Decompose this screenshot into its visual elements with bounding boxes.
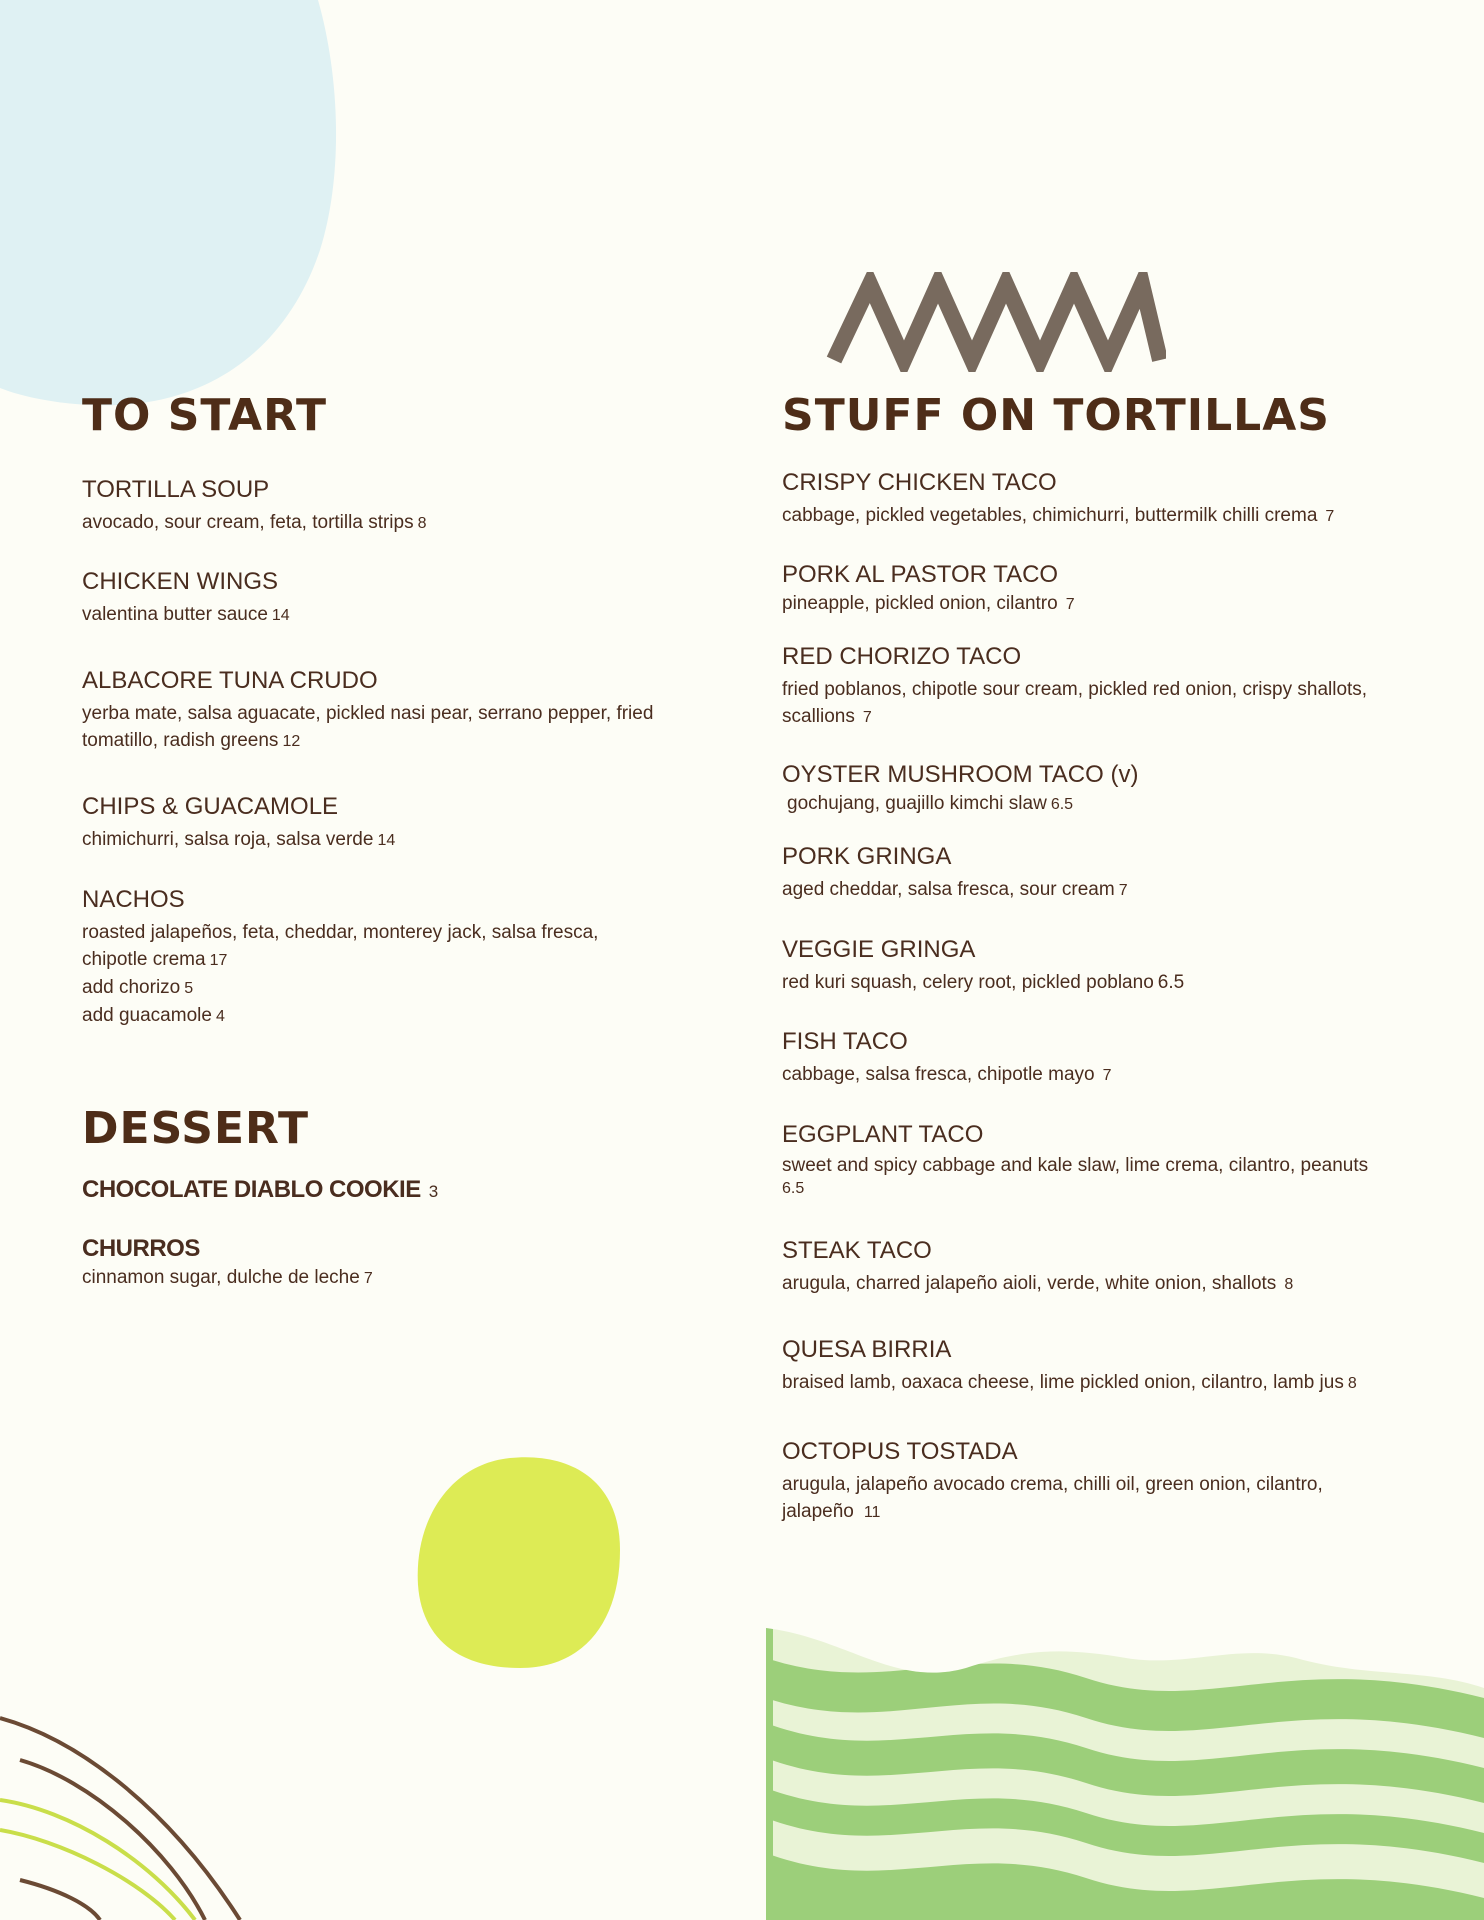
menu-item-eggplant-taco xyxy=(782,1120,1472,1200)
item-name: ALBACORE TUNA CRUDO xyxy=(82,667,378,694)
item-price: 3 xyxy=(428,1182,438,1201)
item-name: VEGGIE GRINGA xyxy=(782,936,976,963)
item-price: 7 xyxy=(1102,1067,1112,1084)
item-description: arugula, jalapeño avocado crema, chilli oil, green onion, cilantro, jalapeño 11 xyxy=(782,1474,1323,1522)
item-name: CHOCOLATE DIABLO COOKIE 3 xyxy=(82,1176,438,1203)
item-price: 7 xyxy=(363,1270,373,1287)
item-description: braised lamb, oaxaca cheese, lime pickled onion, cilantro, lamb jus 8 xyxy=(782,1372,1357,1393)
item-name: QUESA BIRRIA xyxy=(782,1336,952,1363)
item-description: avocado, sour cream, feta, tortilla strips 8 xyxy=(82,512,427,533)
item-name: EGGPLANT TACO xyxy=(782,1121,984,1148)
item-name: CHURROS xyxy=(82,1235,200,1262)
to-start-title: TO START xyxy=(82,390,327,441)
green-wave-decoration xyxy=(766,1628,1484,1920)
item-description: cabbage, salsa fresca, chipotle mayo 7 xyxy=(782,1064,1112,1085)
tortillas-title: STUFF ON TORTILLAS xyxy=(782,390,1330,441)
item-price: 7 xyxy=(1065,596,1075,613)
menu-item-red-chorizo-taco xyxy=(782,642,1472,731)
item-description: cinnamon sugar, dulche de leche 7 xyxy=(82,1267,373,1288)
item-name: TORTILLA SOUP xyxy=(82,476,270,503)
menu-item-chicken-wings xyxy=(82,567,702,629)
menu-item-churros xyxy=(82,1234,702,1292)
menu-item-steak-taco xyxy=(782,1236,1462,1298)
lime-blob-decoration xyxy=(410,1450,630,1680)
addon-guacamole: add guacamole 4 xyxy=(82,1005,225,1026)
item-description: valentina butter sauce 14 xyxy=(82,604,290,625)
blue-blob-decoration xyxy=(0,0,340,410)
item-price: 14 xyxy=(271,607,290,624)
swirl-lines-decoration xyxy=(0,1700,260,1920)
item-description: fried poblanos, chipotle sour cream, pickled red onion, crispy shallots, scallions 7 xyxy=(782,679,1368,727)
item-price: 17 xyxy=(209,952,228,969)
item-price: 6.5 xyxy=(1050,796,1074,813)
menu-item-crispy-chicken-taco xyxy=(782,468,1462,530)
menu-item-albacore-tuna-crudo xyxy=(82,666,742,755)
item-name: FISH TACO xyxy=(782,1028,908,1055)
menu-item-oyster-mushroom-taco xyxy=(782,760,1462,818)
dessert-title: DESSERT xyxy=(82,1103,309,1154)
item-name: OYSTER MUSHROOM TACO (v) xyxy=(782,761,1139,788)
item-description: roasted jalapeños, feta, cheddar, monterey jack, salsa fresca, chipotle crema 17 add chorizo 5 add guacamole 4 xyxy=(82,919,742,1030)
item-price: 8 xyxy=(417,515,427,532)
item-price: 6.5 xyxy=(1157,972,1185,993)
menu-item-chocolate-diablo-cookie xyxy=(82,1175,702,1207)
item-description: pineapple, pickled onion, cilantro 7 xyxy=(782,593,1075,614)
menu-item-octopus-tostada xyxy=(782,1437,1472,1526)
menu-item-quesa-birria xyxy=(782,1335,1462,1397)
menu-item-veggie-gringa xyxy=(782,935,1462,996)
item-description: aged cheddar, salsa fresca, sour cream 7 xyxy=(782,879,1128,900)
item-price: 8 xyxy=(1347,1375,1357,1392)
item-price: 7 xyxy=(1118,882,1128,899)
item-description: cabbage, pickled vegetables, chimichurri, buttermilk chilli crema 7 xyxy=(782,505,1335,526)
item-price: 8 xyxy=(1284,1276,1294,1293)
item-name: NACHOS xyxy=(82,886,185,913)
item-price: 7 xyxy=(862,709,872,726)
menu-item-nachos xyxy=(82,885,742,1030)
menu-item-tortilla-soup xyxy=(82,475,702,537)
item-name: CHICKEN WINGS xyxy=(82,568,279,595)
menu-item-pork-al-pastor-taco xyxy=(782,560,1462,618)
item-description: gochujang, guajillo kimchi slaw 6.5 xyxy=(787,793,1074,814)
item-description: yerba mate, salsa aguacate, pickled nasi pear, serrano pepper, fried tomatillo, radish greens 12 xyxy=(82,703,654,751)
item-name: STEAK TACO xyxy=(782,1237,932,1264)
item-price: 6.5 xyxy=(782,1180,805,1197)
item-name: PORK AL PASTOR TACO xyxy=(782,561,1059,588)
item-description: red kuri squash, celery root, pickled poblano 6.5 xyxy=(782,972,1185,993)
item-price: 11 xyxy=(863,1504,881,1521)
item-description: chimichurri, salsa roja, salsa verde 14 xyxy=(82,829,396,850)
menu-item-fish-taco xyxy=(782,1027,1462,1089)
item-name: CHIPS & GUACAMOLE xyxy=(82,793,339,820)
item-name: RED CHORIZO TACO xyxy=(782,643,1022,670)
item-price: 7 xyxy=(1325,508,1335,525)
item-name: OCTOPUS TOSTADA xyxy=(782,1438,1018,1465)
item-price: 14 xyxy=(377,832,396,849)
item-description: arugula, charred jalapeño aioli, verde, white onion, shallots 8 xyxy=(782,1273,1294,1294)
menu-item-chips-guacamole xyxy=(82,792,702,854)
item-name: CRISPY CHICKEN TACO xyxy=(782,469,1057,496)
item-price: 12 xyxy=(282,733,301,750)
item-name: PORK GRINGA xyxy=(782,843,952,870)
addon-chorizo: add chorizo 5 xyxy=(82,977,194,998)
menu-item-pork-gringa xyxy=(782,842,1462,904)
zigzag-decoration xyxy=(826,272,1166,372)
item-description: sweet and spicy cabbage and kale slaw, lime crema, cilantro, peanuts 6.5 xyxy=(782,1154,1472,1200)
